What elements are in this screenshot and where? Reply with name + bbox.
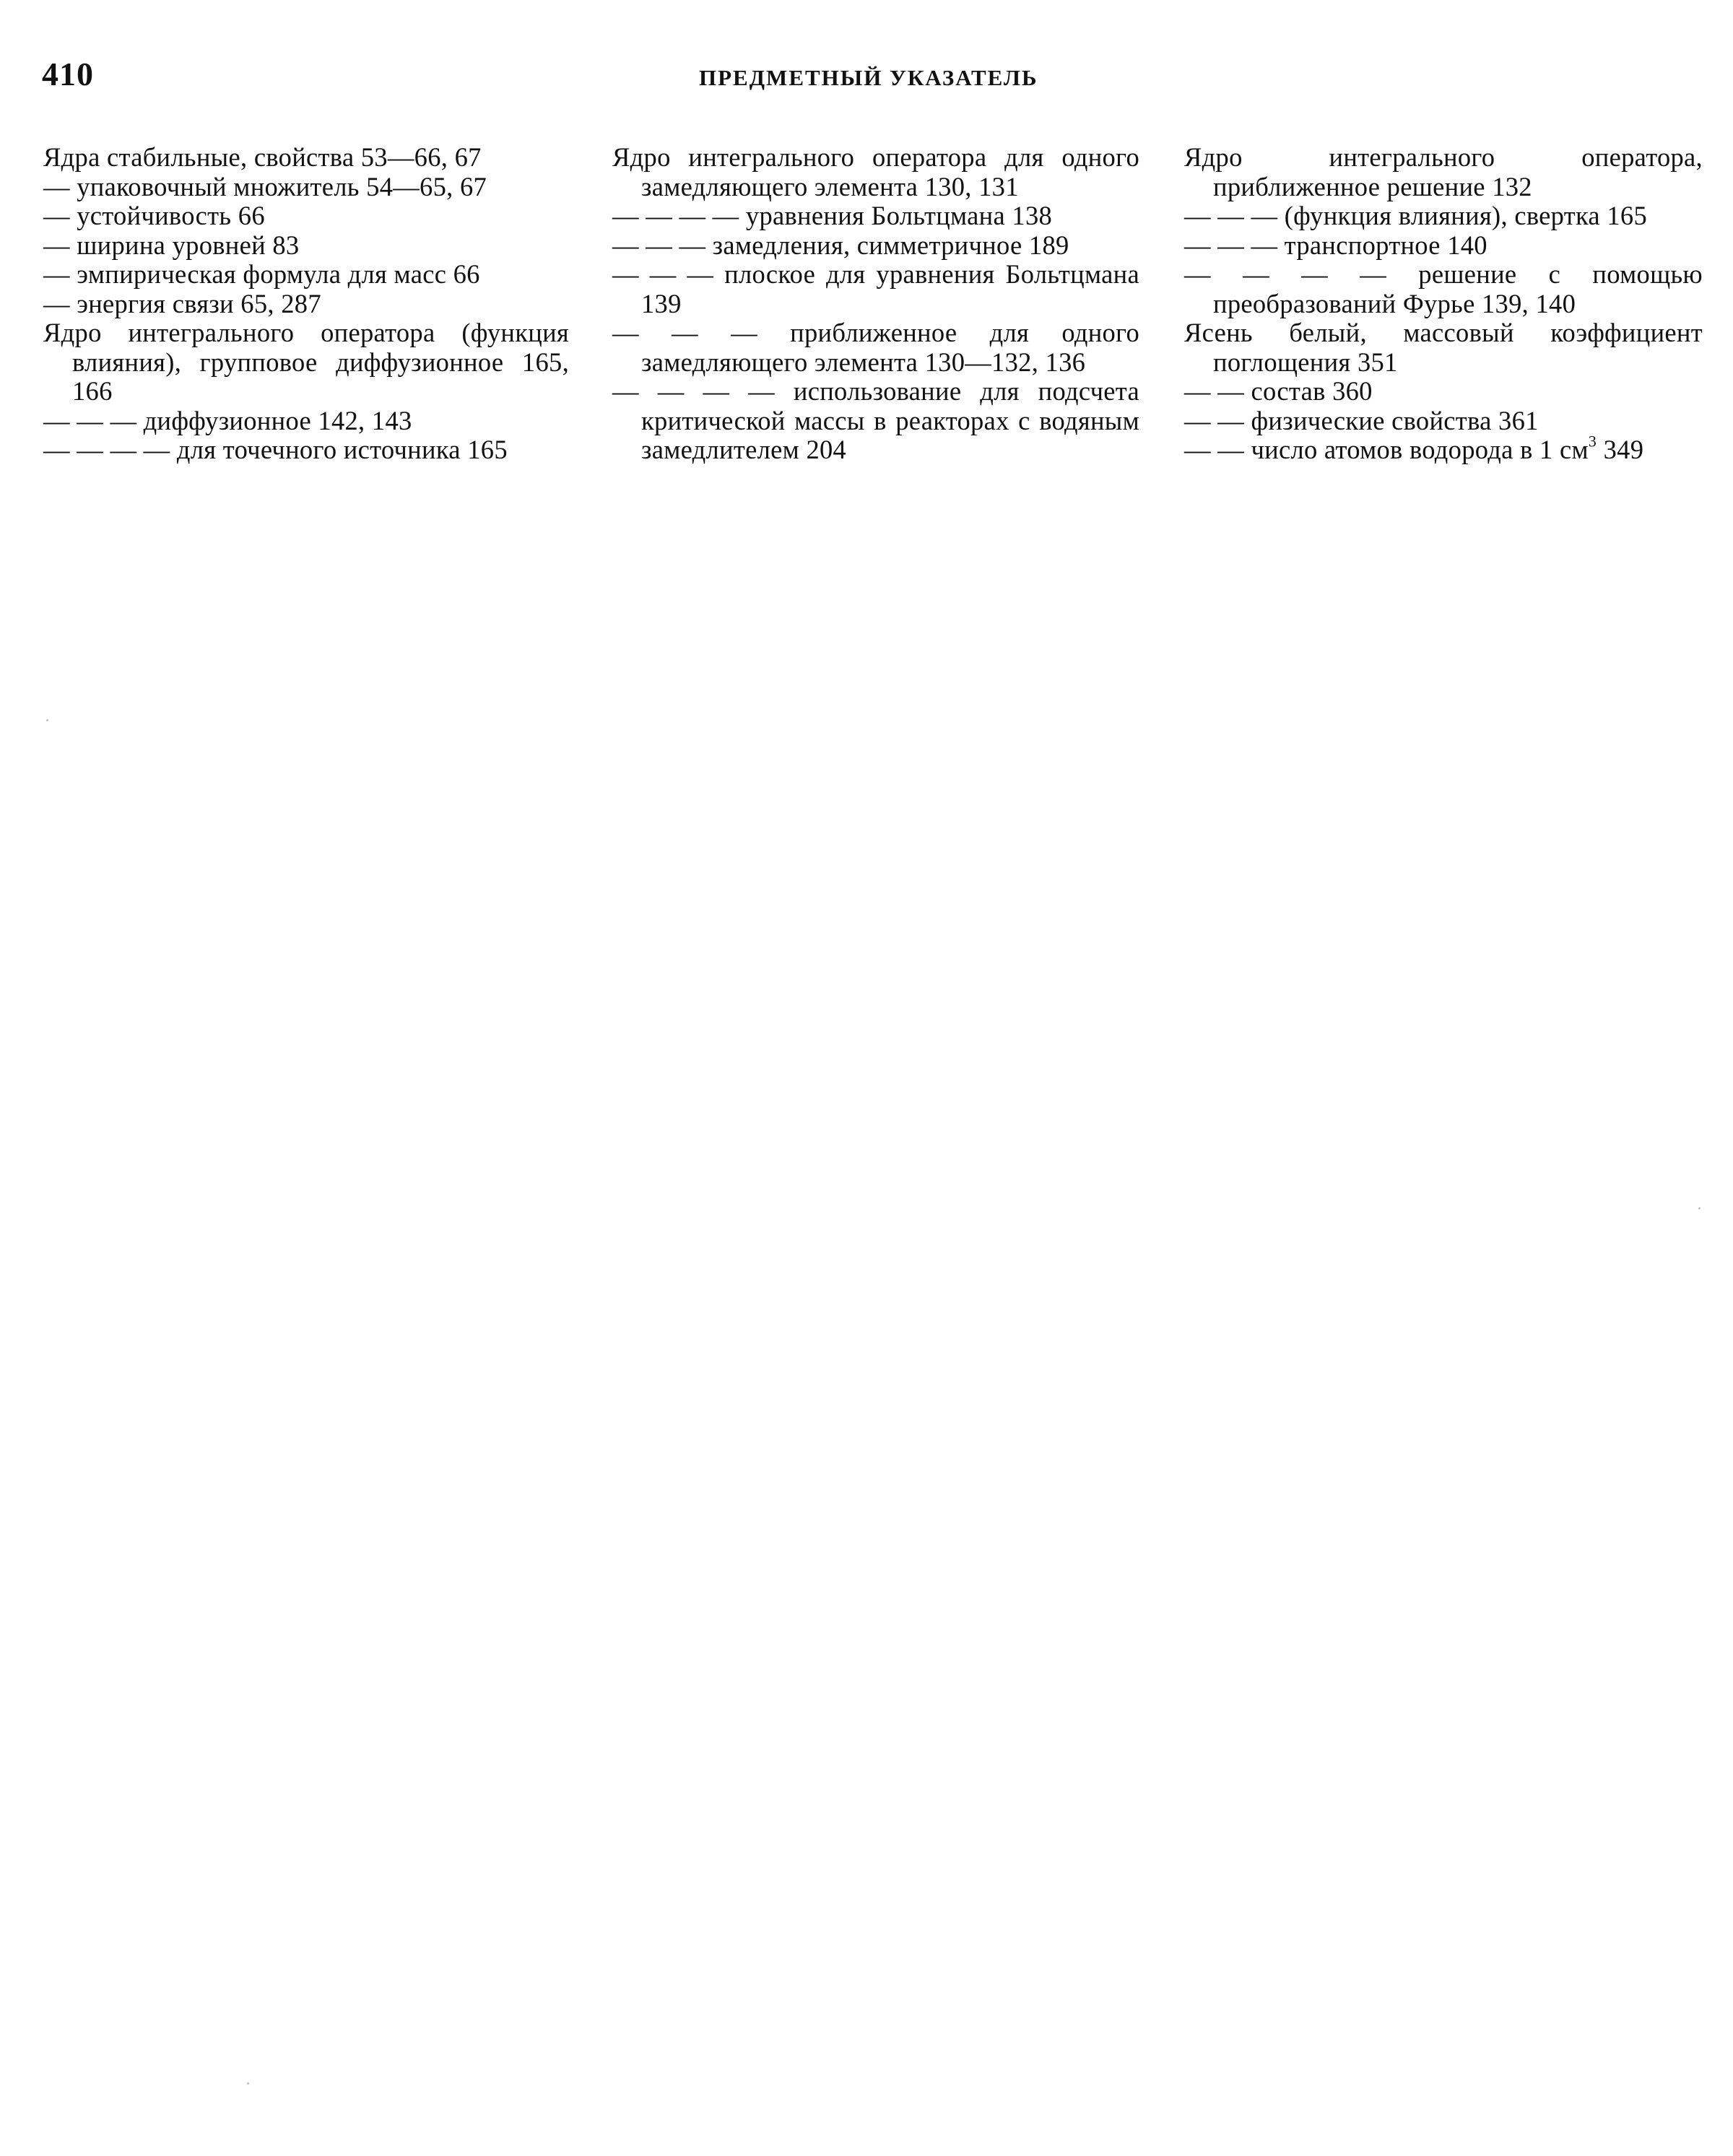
index-entry: — — — замедления, симметричное 189 bbox=[612, 230, 1069, 260]
index-entry: Ядро интегрального оператора для одного замедляющего элемента 130, 131 bbox=[612, 142, 1139, 201]
index-entry-with-superscript bbox=[1184, 432, 1703, 465]
index-entry: — — — — уравнения Больтцмана 138 bbox=[612, 201, 1053, 230]
index-entry: — эмпирическая формула для масс 66 bbox=[43, 259, 480, 289]
index-entry: — — — — решение с помощью преобразований Фурье 139, 140 bbox=[1184, 259, 1703, 318]
superscript: 3 bbox=[1588, 432, 1597, 451]
scan-speck bbox=[46, 719, 48, 721]
index-entry: — — — транспортное 140 bbox=[1184, 230, 1487, 260]
index-entry: — — — плоское для уравнения Больтцмана 139 bbox=[612, 259, 1139, 318]
index-entry: — — — приближенное для одного замедляющего элемента 130—132, 136 bbox=[612, 318, 1139, 377]
index-entry: — — — диффузионное 142, 143 bbox=[43, 405, 412, 435]
running-title: ПРЕДМЕТНЫЙ УКАЗАТЕЛЬ bbox=[699, 65, 1038, 90]
scan-speck bbox=[1698, 1207, 1701, 1209]
index-entry: — энергия связи 65, 287 bbox=[43, 288, 321, 318]
index-entry: — ширина уровней 83 bbox=[43, 230, 300, 260]
index-entry: — — — — для точечного источника 165 bbox=[43, 435, 508, 464]
index-entry: — устойчивость 66 bbox=[43, 201, 265, 230]
index-entry: Ядра стабильные, свойства 53—66, 67 bbox=[43, 142, 482, 172]
index-entry: — — состав 360 bbox=[1184, 376, 1373, 406]
index-entry: — — физические свойства 361 bbox=[1184, 405, 1539, 435]
index-entry: — упаковочный множитель 54—65, 67 bbox=[43, 171, 487, 201]
scan-speck bbox=[247, 2082, 249, 2085]
index-column-1 bbox=[43, 143, 569, 465]
index-column-3 bbox=[1184, 143, 1703, 465]
index-entry: Ясень белый, массовый коэффициент поглощения 351 bbox=[1184, 318, 1703, 377]
entry-pages: 349 bbox=[1603, 435, 1644, 464]
index-entry: Ядро интегрального оператора (функция влияния), групповое диффузионное 165, 166 bbox=[43, 318, 569, 406]
page-number: 410 bbox=[42, 56, 94, 92]
entry-text: — — число атомов водорода в 1 см bbox=[1184, 435, 1589, 464]
index-entry: Ядро интегрального оператора, приближенное решение 132 bbox=[1184, 142, 1703, 201]
index-column-2 bbox=[612, 143, 1139, 465]
index-entry: — — — — использование для подсчета критической массы в реакторах с водяным замедлителем 204 bbox=[612, 376, 1139, 464]
index-entry: — — — (функция влияния), свертка 165 bbox=[1184, 201, 1648, 230]
